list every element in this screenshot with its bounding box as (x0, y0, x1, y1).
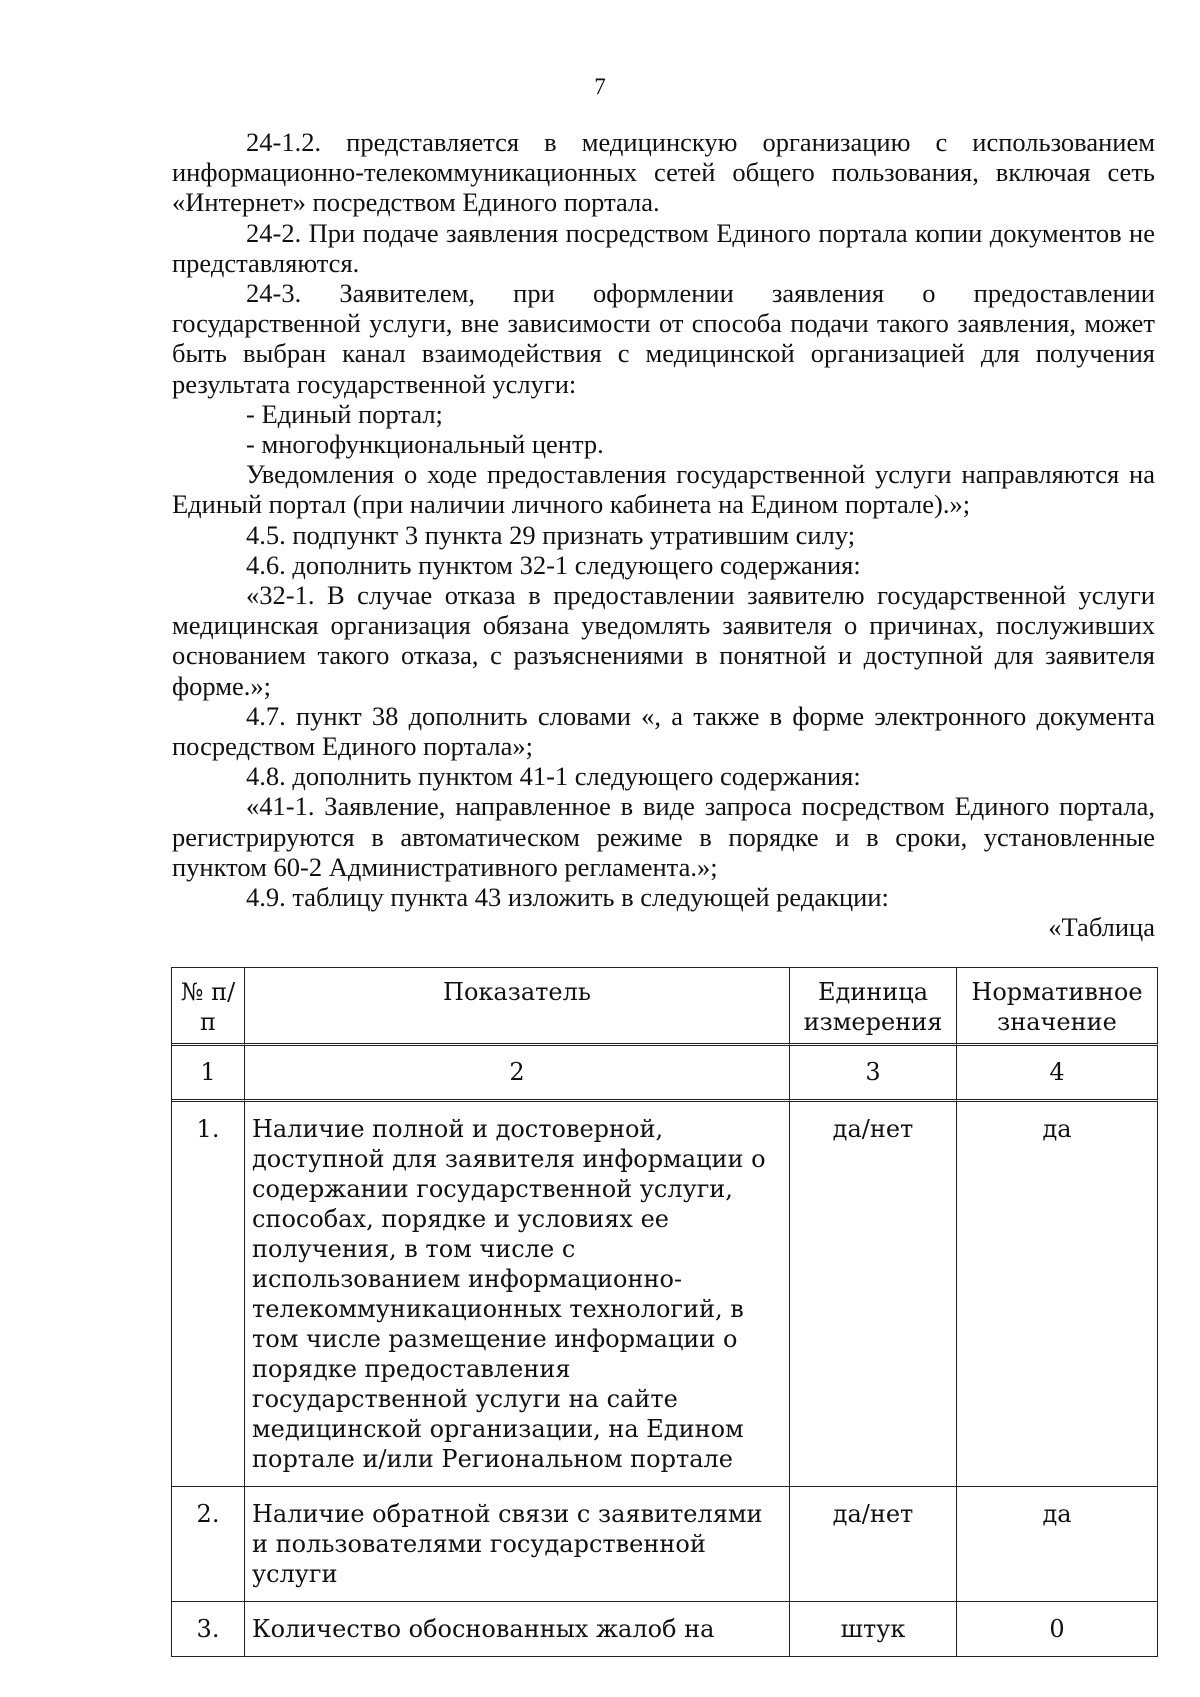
column-number: 2 (245, 1046, 790, 1102)
paragraph-notifications: Уведомления о ходе предоставления государственной услуги направляются на Единый портал (при наличии личного кабинета на Едином портале).»; (172, 459, 1155, 520)
header-num: № п/п (172, 968, 245, 1046)
row-num: 3. (172, 1602, 245, 1657)
header-norm: Нормативное значение (957, 968, 1158, 1046)
paragraph-41-1: «41-1. Заявление, направленное в виде запроса посредством Единого портала, регистрируются в автоматическом режиме в порядке и в сроки, установленные пунктом 60-2 Административного регламента.»; (172, 791, 1155, 882)
row-unit: да/нет (790, 1487, 957, 1602)
paragraph-24-3: 24-3. Заявителем, при оформлении заявления о предоставлении государственной услуги, вне зависимости от способа подачи такого заявления, может быть выбран канал взаимодействия с медицинской организацией для получения результата государственной услуги: (172, 278, 1155, 399)
column-number: 1 (172, 1046, 245, 1102)
row-norm: 0 (957, 1602, 1158, 1657)
row-unit: штук (790, 1602, 957, 1657)
document-body (172, 127, 1155, 942)
table-header-row (172, 968, 1158, 1046)
paragraph-24-2: 24-2. При подаче заявления посредством Единого портала копии документов не представляются. (172, 217, 1155, 278)
paragraph-4-6: 4.6. дополнить пунктом 32-1 следующего содержания: (246, 549, 861, 580)
row-unit: да/нет (790, 1102, 957, 1487)
paragraph-4-9: 4.9. таблицу пункта 43 изложить в следующей редакции: (246, 882, 889, 913)
column-number: 3 (790, 1046, 957, 1102)
header-unit: Единица измерения (790, 968, 957, 1046)
row-num: 1. (172, 1102, 245, 1487)
indicators-table (171, 967, 1158, 1657)
paragraph-4-5: 4.5. подпункт 3 пункта 29 признать утратившим силу; (246, 519, 856, 550)
row-indicator: Количество обоснованных жалоб на (245, 1602, 790, 1657)
table-caption: «Таблица (1048, 912, 1155, 943)
row-indicator: Наличие полной и достоверной, доступной для заявителя информации о содержании государственной услуги, способах, порядке и условиях ее получения, в том числе с использованием информационно-телекоммуникационных технологий, в том числе размещение информации о порядке предоставления государственной услуги на сайте медицинской организации, на Едином портале и/или Региональном портале (245, 1102, 790, 1487)
row-norm: да (957, 1102, 1158, 1487)
row-norm: да (957, 1487, 1158, 1602)
row-indicator: Наличие обратной связи с заявителями и пользователями государственной услуги (245, 1487, 790, 1602)
page-number: 7 (594, 74, 606, 99)
table-row (172, 1487, 1158, 1602)
header-indicator: Показатель (245, 968, 790, 1046)
list-item-single-portal: - Единый портал; (246, 398, 443, 429)
table-row (172, 1102, 1158, 1487)
paragraph-4-7: 4.7. пункт 38 дополнить словами «, а также в форме электронного документа посредством Единого портала»; (172, 700, 1155, 762)
paragraph-24-1-2: 24-1.2. представляется в медицинскую организацию с использованием информационно-телекоммуникационных сетей общего пользования, включая сеть «Интернет» посредством Единого портала. (172, 127, 1155, 218)
list-item-mfc: - многофункциональный центр. (246, 429, 604, 460)
paragraph-32-1: «32-1. В случае отказа в предоставлении заявителю государственной услуги медицинская организация обязана уведомлять заявителя о причинах, послуживших основанием такого отказа, с разъяснениями в понятной и доступной для заявителя форме.»; (172, 580, 1155, 701)
paragraph-4-8: 4.8. дополнить пунктом 41-1 следующего содержания: (246, 761, 861, 792)
column-number-row (172, 1046, 1158, 1102)
table-row (172, 1602, 1158, 1657)
row-num: 2. (172, 1487, 245, 1602)
column-number: 4 (957, 1046, 1158, 1102)
